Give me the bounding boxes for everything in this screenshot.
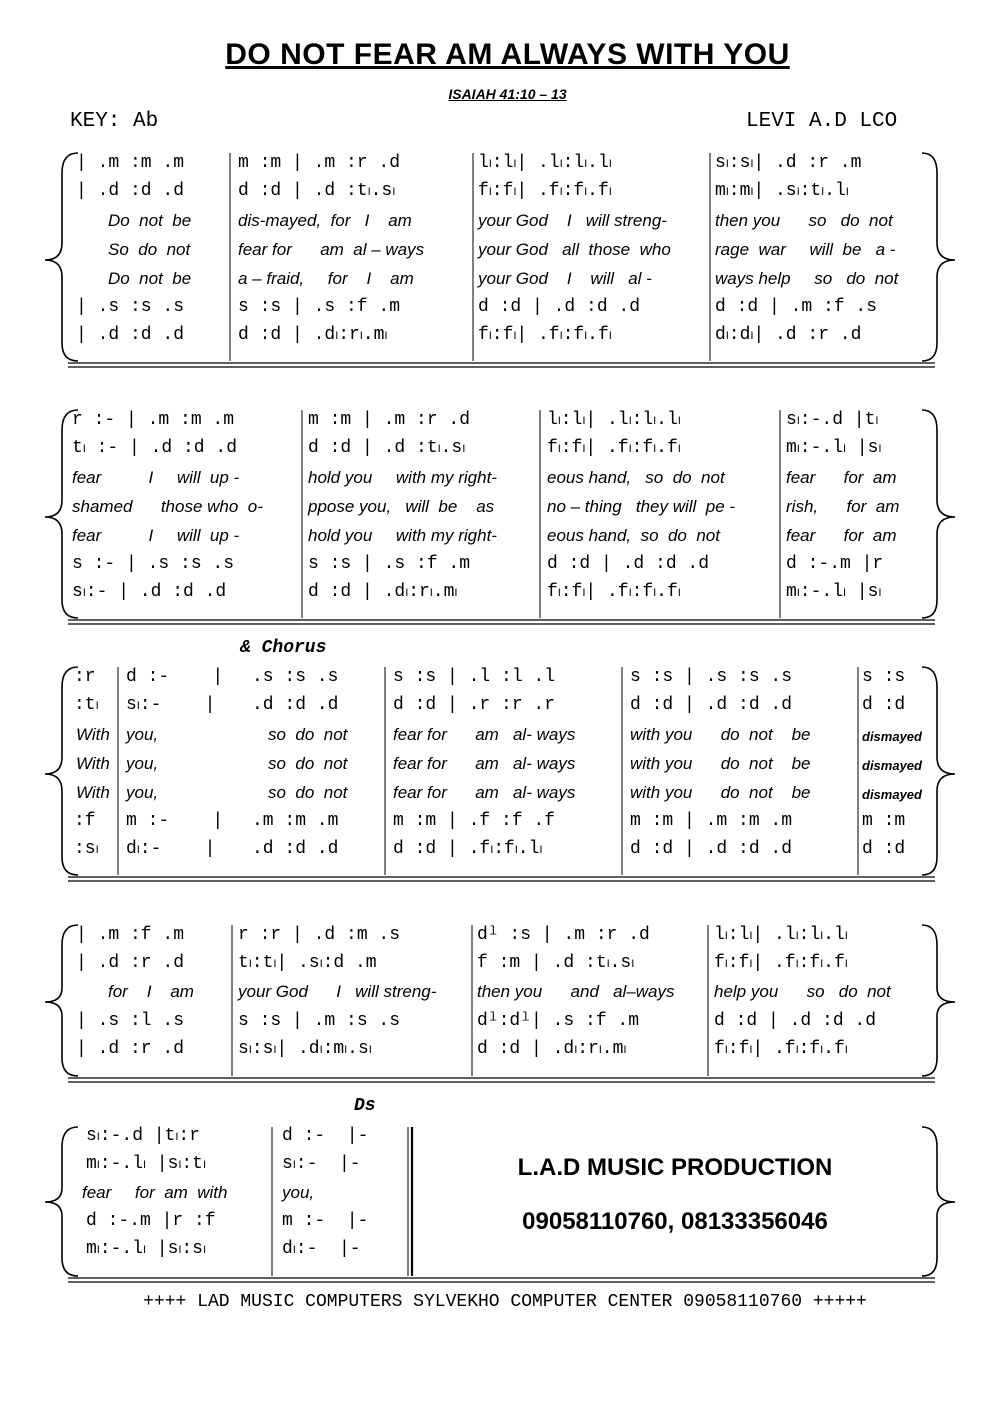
score-system-2	[40, 405, 960, 630]
lyric-line: you,	[282, 1183, 315, 1202]
system-2-measure-1	[72, 405, 263, 602]
soprano-notes: lₗ:lₗ| .lₗ:lₗ.lₗ	[547, 410, 681, 430]
system-2-measure-3	[547, 405, 736, 602]
alto-notes: | .d :r .d	[76, 953, 185, 973]
tenor-notes: s :s | .s :f .m	[238, 297, 401, 317]
composer-name: LEVI A.D LCO	[746, 110, 898, 133]
lyric-verse-2: your God all those who	[478, 240, 671, 259]
tenor-notes: d :d | .d :d .d	[547, 554, 710, 574]
bass-notes: | .d :r .d	[76, 1039, 185, 1059]
alto-notes: | .d :d .d	[76, 181, 185, 201]
score-system-3-chorus	[40, 662, 960, 887]
chorus-measure-1a	[126, 662, 224, 859]
lyric-verse-3: a – fraid, for I am	[238, 269, 414, 288]
alto-notes: fₗ:fₗ| .fₗ:fₗ.fₗ	[714, 953, 848, 973]
soprano-notes: r :- | .m :m .m	[72, 410, 235, 430]
tenor-notes: m :m | .m :m .m	[630, 811, 793, 831]
tenor-notes: d :d | .d :d .d	[478, 297, 641, 317]
tenor-notes: :f	[74, 811, 96, 831]
dal-segno-label: Ds	[354, 1096, 376, 1116]
lyric-verse-2: so do not	[268, 754, 348, 773]
bass-notes: fₗ:fₗ| .fₗ:fₗ.fₗ	[478, 325, 612, 345]
bass-notes: d :d | .fₗ:fₗ.lₗ	[393, 839, 543, 859]
alto-notes: sₗ:- |-	[282, 1154, 361, 1174]
lyric-verse-3: eous hand, so do not	[547, 526, 720, 545]
alto-notes: f :m | .d :tₗ.sₗ	[477, 953, 635, 973]
bass-notes: mₗ:-.lₗ |sₗ	[786, 582, 882, 602]
chorus-label: & Chorus	[240, 638, 327, 658]
alto-notes: .d :d .d	[252, 695, 339, 715]
soprano-notes: | .m :f .m	[76, 925, 185, 945]
tenor-notes: m :m | .f :f .f	[393, 811, 556, 831]
chorus-measure-2	[393, 662, 576, 859]
lyric-verse-1: eous hand, so do not	[547, 468, 725, 487]
bass-notes: sₗ:- | .d :d .d	[72, 582, 227, 602]
tenor-notes: m :- |-	[282, 1211, 369, 1231]
bass-notes: d :d | .dₗ:rₗ.mₗ	[238, 325, 388, 345]
lyric-line: your God I will streng-	[238, 982, 437, 1001]
system-1-measure-2	[238, 148, 425, 345]
tenor-notes: | .s :s .s	[76, 297, 185, 317]
lyric-verse-2: fear for am al – ways	[238, 240, 425, 259]
system-1-measure-1	[76, 148, 192, 345]
chorus-measure-pickup	[74, 662, 110, 859]
lyric-verse-2: fear for am al- ways	[393, 754, 576, 773]
soprano-notes: m :m | .m :r .d	[308, 410, 471, 430]
lyric-line: fear for am with	[82, 1183, 228, 1202]
alto-notes: mₗ:-.lₗ |sₗ	[786, 438, 882, 458]
score-system-1	[40, 148, 960, 373]
lyric-verse-2: So do not	[108, 240, 191, 259]
system-2-measure-2	[308, 405, 497, 602]
soprano-notes: s :s	[862, 667, 906, 687]
page-footer: ++++ LAD MUSIC COMPUTERS SYLVEKHO COMPUTER CENTER 09058110760 +++++	[143, 1292, 867, 1312]
lyric-verse-2: you,	[126, 754, 159, 773]
alto-notes: d :d | .r :r .r	[393, 695, 556, 715]
bass-notes: mₗ:-.lₗ |sₗ:sₗ	[86, 1239, 206, 1259]
lyric-verse-2: With	[76, 754, 110, 773]
score-system-4	[40, 920, 960, 1090]
tenor-notes: d :-.m |r	[786, 554, 884, 574]
tenor-notes: m :m	[862, 811, 906, 831]
soprano-notes: :r	[74, 667, 96, 687]
tenor-notes: s :- | .s :s .s	[72, 554, 235, 574]
lyric-verse-1: fear for am al- ways	[393, 725, 576, 744]
final-measure-1	[82, 1122, 228, 1259]
system-4-measure-2	[238, 920, 437, 1059]
lyric-verse-3: your God I will al -	[478, 269, 652, 288]
lyric-verse-3: fear for am	[786, 526, 897, 545]
tenor-notes: d :d | .m :f .s	[715, 297, 878, 317]
bass-notes: sₗ:sₗ| .dₗ:mₗ.sₗ	[238, 1039, 372, 1059]
lyric-verse-1: fear for am	[786, 468, 897, 487]
system-4-measure-4	[714, 920, 891, 1059]
soprano-notes: .s :s .s	[252, 667, 339, 687]
lyric-verse-2: shamed those who o-	[72, 497, 263, 516]
alto-notes: d :d	[862, 695, 906, 715]
tenor-notes: | .s :l .s	[76, 1011, 185, 1031]
alto-notes: :tₗ	[74, 695, 99, 715]
system-1-measure-3	[478, 148, 671, 345]
lyric-verse-3: fear I will up -	[72, 526, 240, 545]
tenor-notes: m :- |	[126, 811, 224, 831]
lyric-verse-1: you,	[126, 725, 159, 744]
lyric-verse-1: Do not be	[108, 211, 192, 230]
lyric-verse-2: rage war will be a -	[715, 240, 896, 259]
bass-notes: dₗ:dₗ| .d :r .d	[715, 325, 862, 345]
soprano-notes: r :r | .d :m .s	[238, 925, 401, 945]
bass-notes: d :d | .dₗ:rₗ.mₗ	[308, 582, 458, 602]
lyric-verse-1: With	[76, 725, 110, 744]
lyric-verse-2: rish, for am	[786, 497, 900, 516]
soprano-notes: d :- |-	[282, 1126, 369, 1146]
soprano-notes: sₗ:-.d |tₗ	[786, 410, 879, 430]
lyric-verse-3: fear for am al- ways	[393, 783, 576, 802]
lyric-verse-3: Do not be	[108, 269, 192, 288]
soprano-notes: sₗ:sₗ| .d :r .m	[715, 153, 862, 173]
system-1-measure-4	[715, 148, 899, 345]
production-phone-numbers: 09058110760, 08133356046	[522, 1208, 828, 1235]
tenor-notes: d :-.m |r :f	[86, 1211, 216, 1231]
lyric-verse-1: with you do not be	[630, 725, 811, 744]
lyric-verse-1: dis-mayed, for I am	[238, 211, 412, 230]
tenor-notes: s :s | .s :f .m	[308, 554, 471, 574]
soprano-notes: dˡ :s | .m :r .d	[477, 925, 650, 945]
alto-notes: mₗ:mₗ| .sₗ:tₗ.lₗ	[715, 181, 849, 201]
alto-notes: d :d | .d :d .d	[630, 695, 793, 715]
lyric-verse-3: so do not	[268, 783, 348, 802]
lyric-verse-1: so do not	[268, 725, 348, 744]
soprano-notes: sₗ:-.d |tₗ:r	[86, 1126, 200, 1146]
soprano-notes: | .m :m .m	[76, 153, 185, 173]
alto-notes: d :d | .d :tₗ.sₗ	[238, 181, 396, 201]
alto-notes: fₗ:fₗ| .fₗ:fₗ.fₗ	[547, 438, 681, 458]
soprano-notes: d :- |	[126, 667, 224, 687]
production-name: L.A.D MUSIC PRODUCTION	[517, 1154, 833, 1181]
final-measure-2	[282, 1122, 369, 1259]
scripture-reference: ISAIAH 41:10 – 13	[448, 86, 567, 102]
lyric-verse-3: ways help so do not	[715, 269, 899, 288]
lyric-verse-3: you,	[126, 783, 159, 802]
lyric-line: then you and al–ways	[477, 982, 675, 1001]
bass-notes: d :d | .dₗ:rₗ.mₗ	[477, 1039, 627, 1059]
lyric-verse-1: fear I will up -	[72, 468, 240, 487]
chorus-measure-3	[630, 662, 811, 859]
lyric-verse-3: with you do not be	[630, 783, 811, 802]
lyric-verse-2: no – thing they will pe -	[547, 497, 736, 516]
lyric-verse-1: then you so do not	[715, 211, 893, 230]
bass-notes: fₗ:fₗ| .fₗ:fₗ.fₗ	[714, 1039, 848, 1059]
alto-notes: tₗ:tₗ| .sₗ:d .m	[238, 953, 377, 973]
tenor-notes: .m :m .m	[252, 811, 339, 831]
bass-notes: dₗ:- |	[126, 839, 216, 859]
soprano-notes: lₗ:lₗ| .lₗ:lₗ.lₗ	[478, 153, 612, 173]
lyric-verse-3: With	[76, 783, 110, 802]
tenor-notes: dˡ:dˡ| .s :f .m	[477, 1011, 640, 1031]
score-system-5-final	[40, 1122, 960, 1290]
bass-notes: d :d	[862, 839, 906, 859]
lyric-verse-1: your God I will streng-	[478, 211, 667, 230]
chorus-measure-1b	[252, 662, 348, 859]
soprano-notes: lₗ:lₗ| .lₗ:lₗ.lₗ	[714, 925, 848, 945]
chorus-measure-4	[862, 662, 922, 859]
system-4-measure-3	[477, 920, 675, 1059]
soprano-notes: s :s | .s :s .s	[630, 667, 793, 687]
lyric-verse-2: with you do not be	[630, 754, 811, 773]
system-2-measure-4	[786, 405, 900, 602]
bass-notes: | .d :d .d	[76, 325, 185, 345]
alto-notes: mₗ:-.lₗ |sₗ:tₗ	[86, 1154, 206, 1174]
lyric-verse-1: hold you with my right-	[308, 468, 497, 487]
lyric-verse-2: dismayed	[862, 758, 922, 773]
lyric-line: for I am	[108, 982, 194, 1001]
system-4-measure-1	[76, 920, 194, 1059]
system-5-brace-frame	[40, 1122, 960, 1290]
lyric-verse-3: dismayed	[862, 787, 922, 802]
bass-notes: :sₗ	[74, 839, 99, 859]
bass-notes: .d :d .d	[252, 839, 339, 859]
bass-notes: fₗ:fₗ| .fₗ:fₗ.fₗ	[547, 582, 681, 602]
soprano-notes: m :m | .m :r .d	[238, 153, 401, 173]
alto-notes: fₗ:fₗ| .fₗ:fₗ.fₗ	[478, 181, 612, 201]
lyric-verse-3: hold you with my right-	[308, 526, 497, 545]
alto-notes: d :d | .d :tₗ.sₗ	[308, 438, 466, 458]
bass-notes: dₗ:- |-	[282, 1239, 361, 1259]
alto-notes: tₗ :- | .d :d .d	[72, 438, 238, 458]
bass-notes: d :d | .d :d .d	[630, 839, 793, 859]
lyric-line: help you so do not	[714, 982, 891, 1001]
soprano-notes: s :s | .l :l .l	[393, 667, 556, 687]
alto-notes: sₗ:- |	[126, 695, 216, 715]
tenor-notes: d :d | .d :d .d	[714, 1011, 877, 1031]
lyric-verse-2: ppose you, will be as	[308, 497, 495, 516]
key-signature: KEY: Ab	[70, 110, 159, 133]
lyric-verse-1: dismayed	[862, 729, 922, 744]
tenor-notes: s :s | .m :s .s	[238, 1011, 401, 1031]
song-title: DO NOT FEAR AM ALWAYS WITH YOU	[225, 38, 790, 71]
